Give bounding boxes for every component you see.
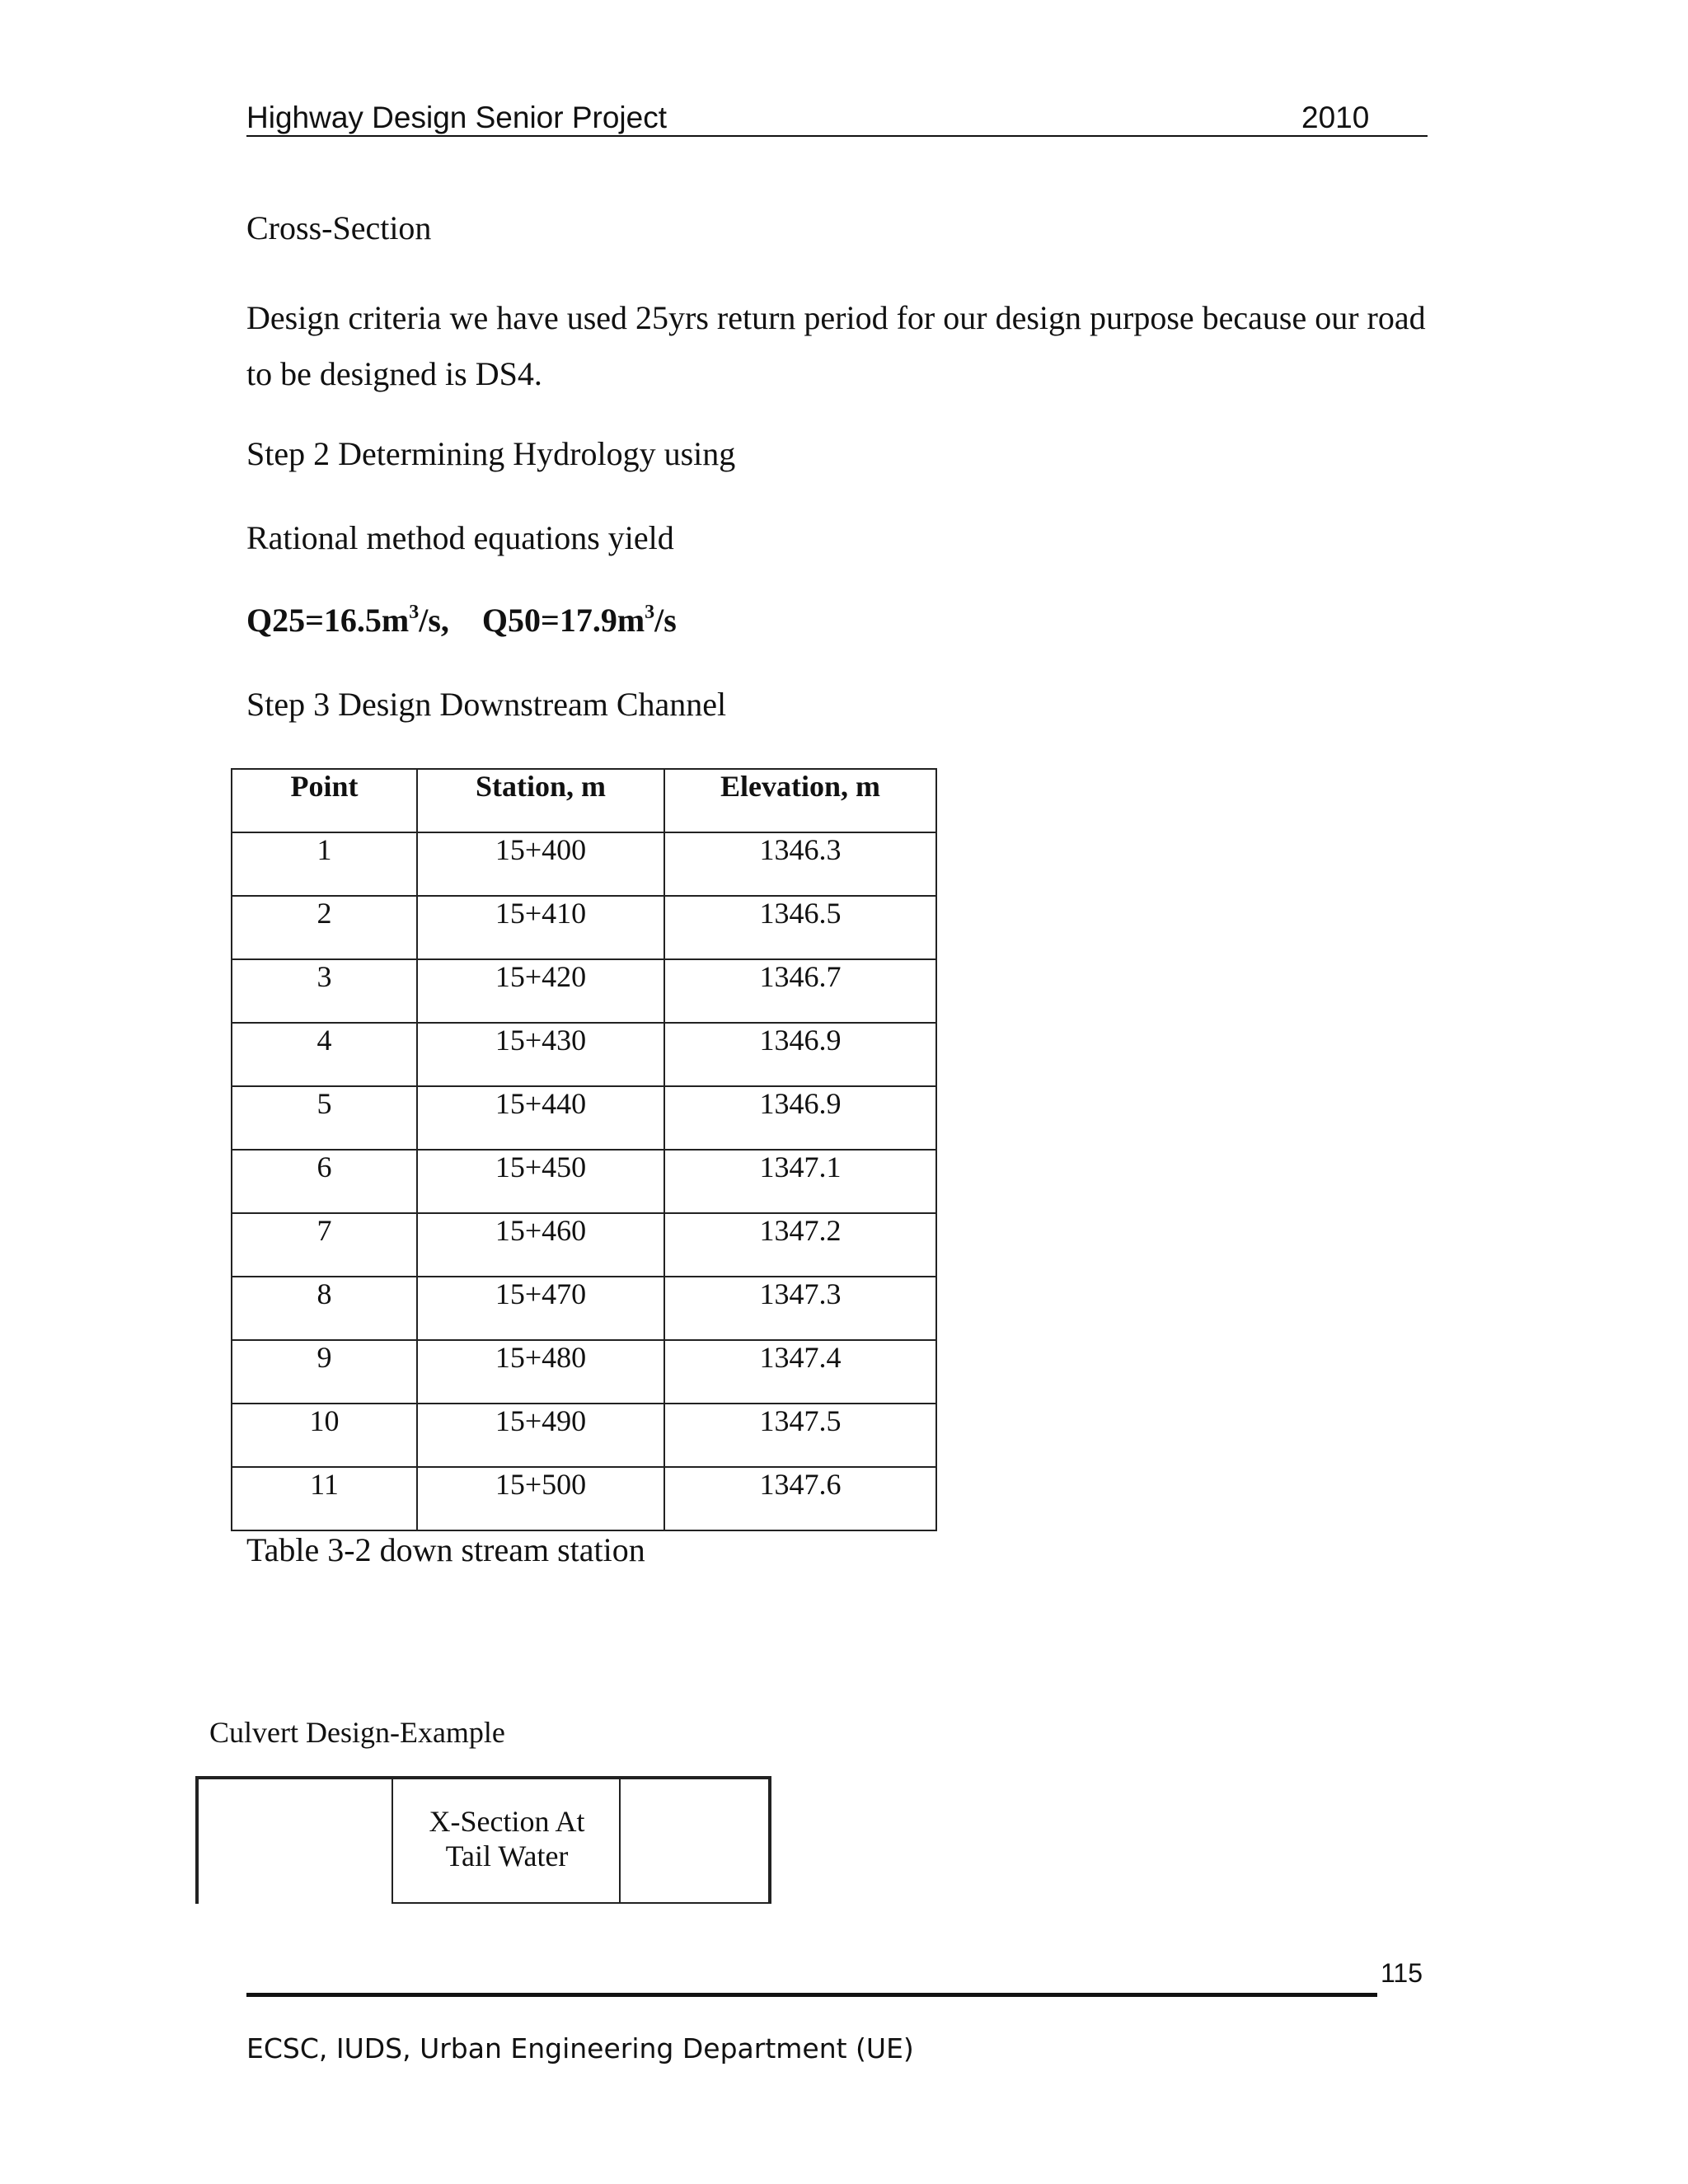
cell-point: 11 <box>232 1467 417 1530</box>
header-title: Highway Design Senior Project <box>246 101 668 134</box>
q25-unit: /s, <box>419 602 449 639</box>
footer-rule <box>246 1993 1377 1997</box>
q25-exponent: 3 <box>409 602 420 623</box>
header-year: 2010 <box>1301 101 1370 134</box>
culvert-cell-right <box>619 1776 771 1904</box>
cell-station: 15+450 <box>417 1150 664 1213</box>
page-number: 115 <box>1381 1958 1423 1988</box>
cell-station: 15+500 <box>417 1467 664 1530</box>
cell-station: 15+410 <box>417 896 664 959</box>
culvert-cell-middle <box>392 1776 621 1904</box>
cell-station: 15+440 <box>417 1086 664 1150</box>
table-row <box>232 959 936 1023</box>
culvert-column-label <box>393 1804 621 1873</box>
q50-value: Q50=17.9m <box>481 602 645 639</box>
cell-elevation: 1347.5 <box>664 1404 936 1467</box>
station-table-body <box>232 832 936 1530</box>
table-row <box>232 1150 936 1213</box>
cell-point: 2 <box>232 896 417 959</box>
culvert-table <box>195 1776 770 1904</box>
section-heading: Cross-Section <box>246 209 432 246</box>
cell-point: 7 <box>232 1213 417 1277</box>
table-row <box>232 1023 936 1086</box>
cell-elevation: 1346.9 <box>664 1086 936 1150</box>
cell-point: 6 <box>232 1150 417 1213</box>
cell-point: 3 <box>232 959 417 1023</box>
table-header-row <box>232 769 936 832</box>
culvert-title: Culvert Design-Example <box>209 1716 505 1749</box>
q50-exponent: 3 <box>645 602 655 623</box>
table-row <box>232 1340 936 1404</box>
table-row <box>232 1213 936 1277</box>
cell-point: 9 <box>232 1340 417 1404</box>
cell-elevation: 1346.9 <box>664 1023 936 1086</box>
table-row <box>232 896 936 959</box>
footer-text: ECSC, IUDS, Urban Engineering Department (UE) <box>246 2032 914 2064</box>
cell-elevation: 1346.3 <box>664 832 936 896</box>
step2-text: Step 2 Determining Hydrology using <box>246 435 736 472</box>
cell-station: 15+420 <box>417 959 664 1023</box>
culvert-cell-left <box>195 1776 395 1904</box>
rational-text: Rational method equations yield <box>246 519 674 556</box>
table-row <box>232 832 936 896</box>
cell-point: 4 <box>232 1023 417 1086</box>
cell-point: 10 <box>232 1404 417 1467</box>
discharge-line <box>246 600 677 641</box>
header-station: Station, m <box>417 769 664 832</box>
culvert-label-line1: X-Section At <box>429 1805 585 1838</box>
cell-station: 15+400 <box>417 832 664 896</box>
cell-point: 1 <box>232 832 417 896</box>
cell-elevation: 1347.6 <box>664 1467 936 1530</box>
cell-elevation: 1347.4 <box>664 1340 936 1404</box>
cell-station: 15+480 <box>417 1340 664 1404</box>
station-table <box>231 768 937 1531</box>
step3-text: Step 3 Design Downstream Channel <box>246 686 727 723</box>
table-row <box>232 1467 936 1530</box>
table-row <box>232 1277 936 1340</box>
table-row <box>232 1404 936 1467</box>
cell-station: 15+460 <box>417 1213 664 1277</box>
design-criteria-paragraph: Design criteria we have used 25yrs return period for our design purpose because our road to be designed is DS4. <box>246 299 1426 392</box>
cell-elevation: 1346.7 <box>664 959 936 1023</box>
cell-elevation: 1347.3 <box>664 1277 936 1340</box>
header-rule <box>246 135 1428 137</box>
header-elevation: Elevation, m <box>664 769 936 832</box>
q50-unit: /s <box>654 602 677 639</box>
cell-station: 15+470 <box>417 1277 664 1340</box>
cell-station: 15+490 <box>417 1404 664 1467</box>
q25-value: Q25=16.5m <box>246 602 410 639</box>
cell-elevation: 1346.5 <box>664 896 936 959</box>
header-point: Point <box>232 769 417 832</box>
cell-point: 8 <box>232 1277 417 1340</box>
cell-station: 15+430 <box>417 1023 664 1086</box>
table-row <box>232 1086 936 1150</box>
cell-elevation: 1347.1 <box>664 1150 936 1213</box>
culvert-label-line2: Tail Water <box>445 1840 569 1872</box>
cell-point: 5 <box>232 1086 417 1150</box>
cell-elevation: 1347.2 <box>664 1213 936 1277</box>
table-caption: Table 3-2 down stream station <box>246 1531 645 1568</box>
